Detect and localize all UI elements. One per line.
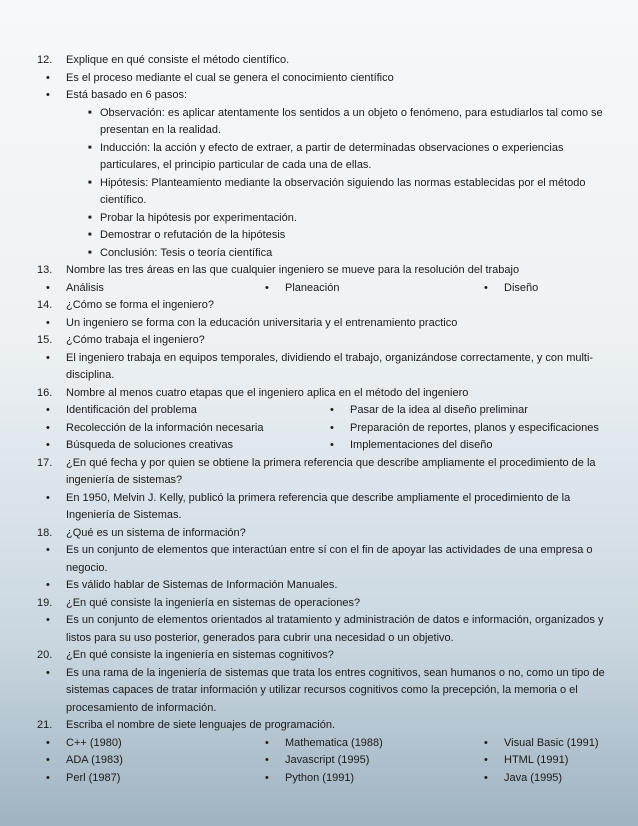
answer-bullet: • Búsqueda de soluciones creativas (37, 437, 321, 455)
question-18 (37, 525, 605, 543)
question-number: 21. (37, 719, 53, 731)
answer-bullet: • Javascript (1995) (256, 752, 475, 770)
question-text: Explique en qué consiste el método científico. (66, 54, 290, 66)
question-text: ¿En qué fecha y por quien se obtiene la primera referencia que describe ampliamente el procedimiento de la ingeniería de sistemas? (66, 456, 596, 486)
answer-bullet: • Pasar de la idea al diseño preliminar (321, 402, 635, 420)
answer-row (37, 402, 605, 420)
answer-bullet: • Un ingeniero se forma con la educación universitaria y el entrenamiento practico (37, 315, 605, 333)
answer-bullet: • Es un conjunto de elementos orientados al tratamiento y administración de datos e información, organizados y listos para su uso posterior, generados para cubrir una necesidad o un objetivo. (37, 612, 605, 647)
question-number: 14. (37, 299, 53, 311)
answer-bullet: • ADA (1983) (37, 752, 256, 770)
question-text: ¿Cómo se forma el ingeniero? (66, 299, 214, 311)
answer-row (37, 770, 605, 788)
answer-bullet: • Está basado en 6 pasos: (37, 87, 605, 105)
question-number: 15. (37, 334, 53, 346)
question-number: 17. (37, 456, 53, 469)
question-16 (37, 385, 605, 403)
answer-bullet: • Java (1995) (475, 770, 638, 788)
question-text: Nombre las tres áreas en las que cualquier ingeniero se mueve para la resolución del trabajo (66, 264, 520, 276)
question-19 (37, 595, 605, 613)
question-17 (37, 455, 605, 490)
question-12 (37, 52, 605, 70)
answer-bullet: • C++ (1980) (37, 735, 256, 753)
answer-bullet: • Es un conjunto de elementos que interactúan entre sí con el fin de apoyar las actividades de una empresa o negocio. (37, 542, 605, 577)
question-text: ¿Qué es un sistema de información? (66, 526, 246, 539)
answer-bullet: • El ingeniero trabaja en equipos temporales, dividiendo el trabajo, organizándose correctamente, y con multi-disciplina. (37, 350, 605, 385)
answer-row (37, 752, 605, 770)
answer-row (37, 420, 605, 438)
question-text: ¿En qué consiste la ingeniería en sistemas cognitivos? (66, 649, 334, 661)
answer-row (37, 437, 605, 455)
step-item: ■ Hipótesis: Planteamiento mediante la observación siguiendo las normas establecidas por el método científico. (37, 175, 605, 210)
answer-row (37, 280, 605, 298)
question-number: 20. (37, 649, 53, 661)
question-text: ¿Cómo trabaja el ingeniero? (66, 334, 205, 346)
step-item: ■ Conclusión: Tesis o teoría científica (37, 245, 605, 263)
answer-row (37, 735, 605, 753)
step-item: ■ Demostrar o refutación de la hipótesis (37, 227, 605, 245)
answer-bullet: • Implementaciones del diseño (321, 437, 635, 455)
question-13 (37, 262, 605, 280)
question-number: 12. (37, 54, 53, 66)
question-list (37, 52, 605, 787)
answer-bullet: • Análisis (37, 280, 256, 298)
step-item: ■ Inducción: la acción y efecto de extraer, a partir de determinadas observaciones o experiencias particulares, el principio particular de cada una de ellas. (37, 140, 605, 175)
answer-bullet: • Python (1991) (256, 770, 475, 788)
answer-bullet: • Es válido hablar de Sistemas de Información Manuales. (37, 577, 605, 595)
answer-bullet: • Planeación (256, 280, 475, 298)
question-text: ¿En qué consiste la ingeniería en sistemas de operaciones? (66, 596, 361, 609)
answer-bullet: • Diseño (475, 280, 638, 298)
question-number: 19. (37, 596, 53, 609)
question-text: Escriba el nombre de siete lenguajes de programación. (66, 719, 336, 731)
answer-bullet: • Visual Basic (1991) (475, 735, 638, 753)
question-14 (37, 297, 605, 315)
answer-bullet: • Mathematica (1988) (256, 735, 475, 753)
answer-bullet: • Identificación del problema (37, 402, 321, 420)
answer-bullet: • En 1950, Melvin J. Kelly, publicó la primera referencia que describe ampliamente el procedimiento de la Ingeniería de Sistemas. (37, 490, 605, 525)
answer-bullet: • Es una rama de la ingeniería de sistemas que trata los entres cognitivos, sean humanos o no, como un tipo de sistemas capaces de tratar información y utilizar recursos cognitivos como la precepción, la memoria o el procesamiento de información. (37, 665, 605, 718)
question-number: 16. (37, 386, 53, 399)
step-item: ■ Observación: es aplicar atentamente los sentidos a un objeto o fenómeno, para estudiarlos tal como se presentan en la realidad. (37, 105, 605, 140)
question-20 (37, 647, 605, 665)
step-item: ■ Probar la hipótesis por experimentación. (37, 210, 605, 228)
question-text: Nombre al menos cuatro etapas que el ingeniero aplica en el método del ingeniero (66, 386, 469, 399)
question-15 (37, 332, 605, 350)
answer-bullet: • Preparación de reportes, planos y especificaciones (321, 420, 635, 438)
question-number: 18. (37, 526, 53, 539)
answer-bullet: • Es el proceso mediante el cual se genera el conocimiento científico (37, 70, 605, 88)
question-21 (37, 717, 605, 735)
question-number: 13. (37, 264, 53, 276)
answer-bullet: • Recolección de la información necesaria (37, 420, 321, 438)
answer-bullet: • Perl (1987) (37, 770, 256, 788)
answer-bullet: • HTML (1991) (475, 752, 638, 770)
